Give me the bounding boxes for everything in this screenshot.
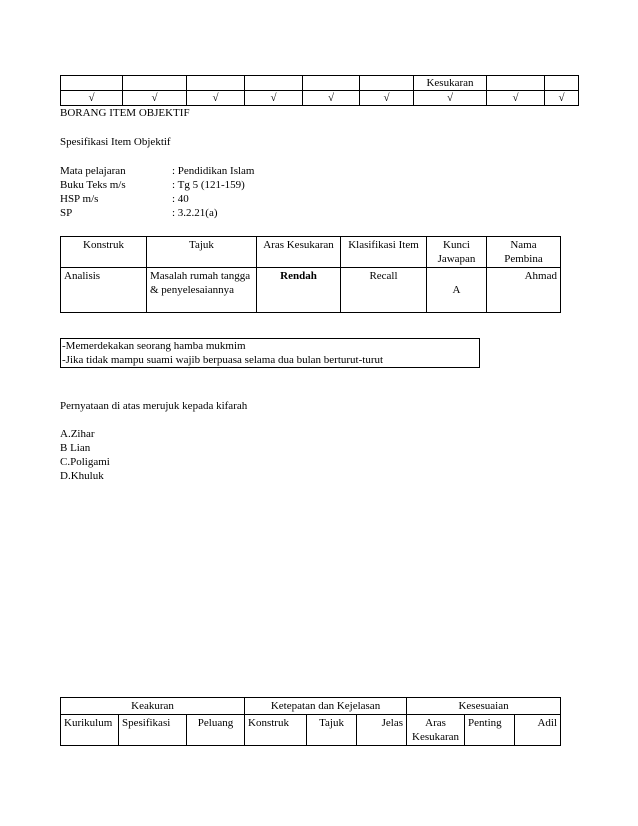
col-peluang: Peluang — [187, 715, 245, 746]
form-title: BORANG ITEM OBJEKTIF — [60, 107, 190, 119]
group-ketepatan-kejelasan: Ketepatan dan Kejelasan — [245, 698, 407, 715]
cell-pembina: Ahmad — [487, 268, 561, 313]
header-aras-kesukaran: Aras Kesukaran — [257, 237, 341, 268]
header-kunci-jawapan: Kunci Jawapan — [427, 237, 487, 268]
header-nama-pembina: Nama Pembina — [487, 237, 561, 268]
option-a: A.Zihar — [60, 428, 95, 440]
header-konstruk: Konstruk — [61, 237, 147, 268]
stem-line: -Jika tidak mampu suami wajib berpuasa selama dua bulan berturut-turut — [62, 354, 384, 366]
col-jelas: Jelas — [357, 715, 407, 746]
meta-value-buku-teks: : Tg 5 (121-159) — [172, 179, 245, 191]
cell-konstruk: Analisis — [61, 268, 147, 313]
col-adil: Adil — [515, 715, 561, 746]
meta-value-sp: : 3.2.21(a) — [172, 207, 218, 219]
question-stem-box — [60, 338, 480, 368]
meta-label-sp: SP — [60, 207, 73, 219]
check-mark: √ — [245, 91, 303, 106]
col-penting: Penting — [465, 715, 515, 746]
cell-aras: Rendah — [257, 268, 341, 313]
check-mark: √ — [360, 91, 414, 106]
option-b: B Lian — [60, 442, 91, 454]
check-mark: √ — [187, 91, 245, 106]
group-kesesuaian: Kesesuaian — [407, 698, 561, 715]
top-empty-cell — [187, 76, 245, 91]
top-empty-cell — [303, 76, 360, 91]
meta-value-mata-pelajaran: : Pendidikan Islam — [172, 165, 255, 177]
item-spec-table — [60, 236, 561, 313]
check-mark: √ — [303, 91, 360, 106]
top-check-table — [60, 75, 579, 106]
meta-value-hsp: : 40 — [172, 193, 189, 205]
col-tajuk: Tajuk — [307, 715, 357, 746]
meta-label-hsp: HSP m/s — [60, 193, 99, 205]
top-empty-cell — [487, 76, 545, 91]
col-spesifikasi: Spesifikasi — [119, 715, 187, 746]
check-mark: √ — [487, 91, 545, 106]
question-text: Pernyataan di atas merujuk kepada kifarah — [60, 400, 248, 412]
top-empty-cell — [360, 76, 414, 91]
col-konstruk: Konstruk — [245, 715, 307, 746]
col-kurikulum: Kurikulum — [61, 715, 119, 746]
cell-kunci: A — [427, 268, 487, 313]
group-keakuran: Keakuran — [61, 698, 245, 715]
top-empty-cell — [545, 76, 579, 91]
stem-line: -Memerdekakan seorang hamba mukmim — [62, 340, 246, 352]
check-mark: √ — [123, 91, 187, 106]
top-header-kesukaran: Kesukaran — [414, 76, 487, 91]
meta-label-mata-pelajaran: Mata pelajaran — [60, 165, 126, 177]
check-mark: √ — [61, 91, 123, 106]
meta-label-buku-teks: Buku Teks m/s — [60, 179, 126, 191]
section-title: Spesifikasi Item Objektif — [60, 136, 171, 148]
check-mark: √ — [545, 91, 579, 106]
cell-klasifikasi: Recall — [341, 268, 427, 313]
cell-tajuk: Masalah rumah tangga & penyelesaiannya — [147, 268, 257, 313]
review-table — [60, 697, 561, 746]
top-empty-cell — [245, 76, 303, 91]
option-c: C.Poligami — [60, 456, 110, 468]
top-empty-cell — [61, 76, 123, 91]
header-klasifikasi-item: Klasifikasi Item — [341, 237, 427, 268]
top-empty-cell — [123, 76, 187, 91]
col-aras-kesukaran: Aras Kesukaran — [407, 715, 465, 746]
header-tajuk: Tajuk — [147, 237, 257, 268]
option-d: D.Khuluk — [60, 470, 104, 482]
check-mark: √ — [414, 91, 487, 106]
